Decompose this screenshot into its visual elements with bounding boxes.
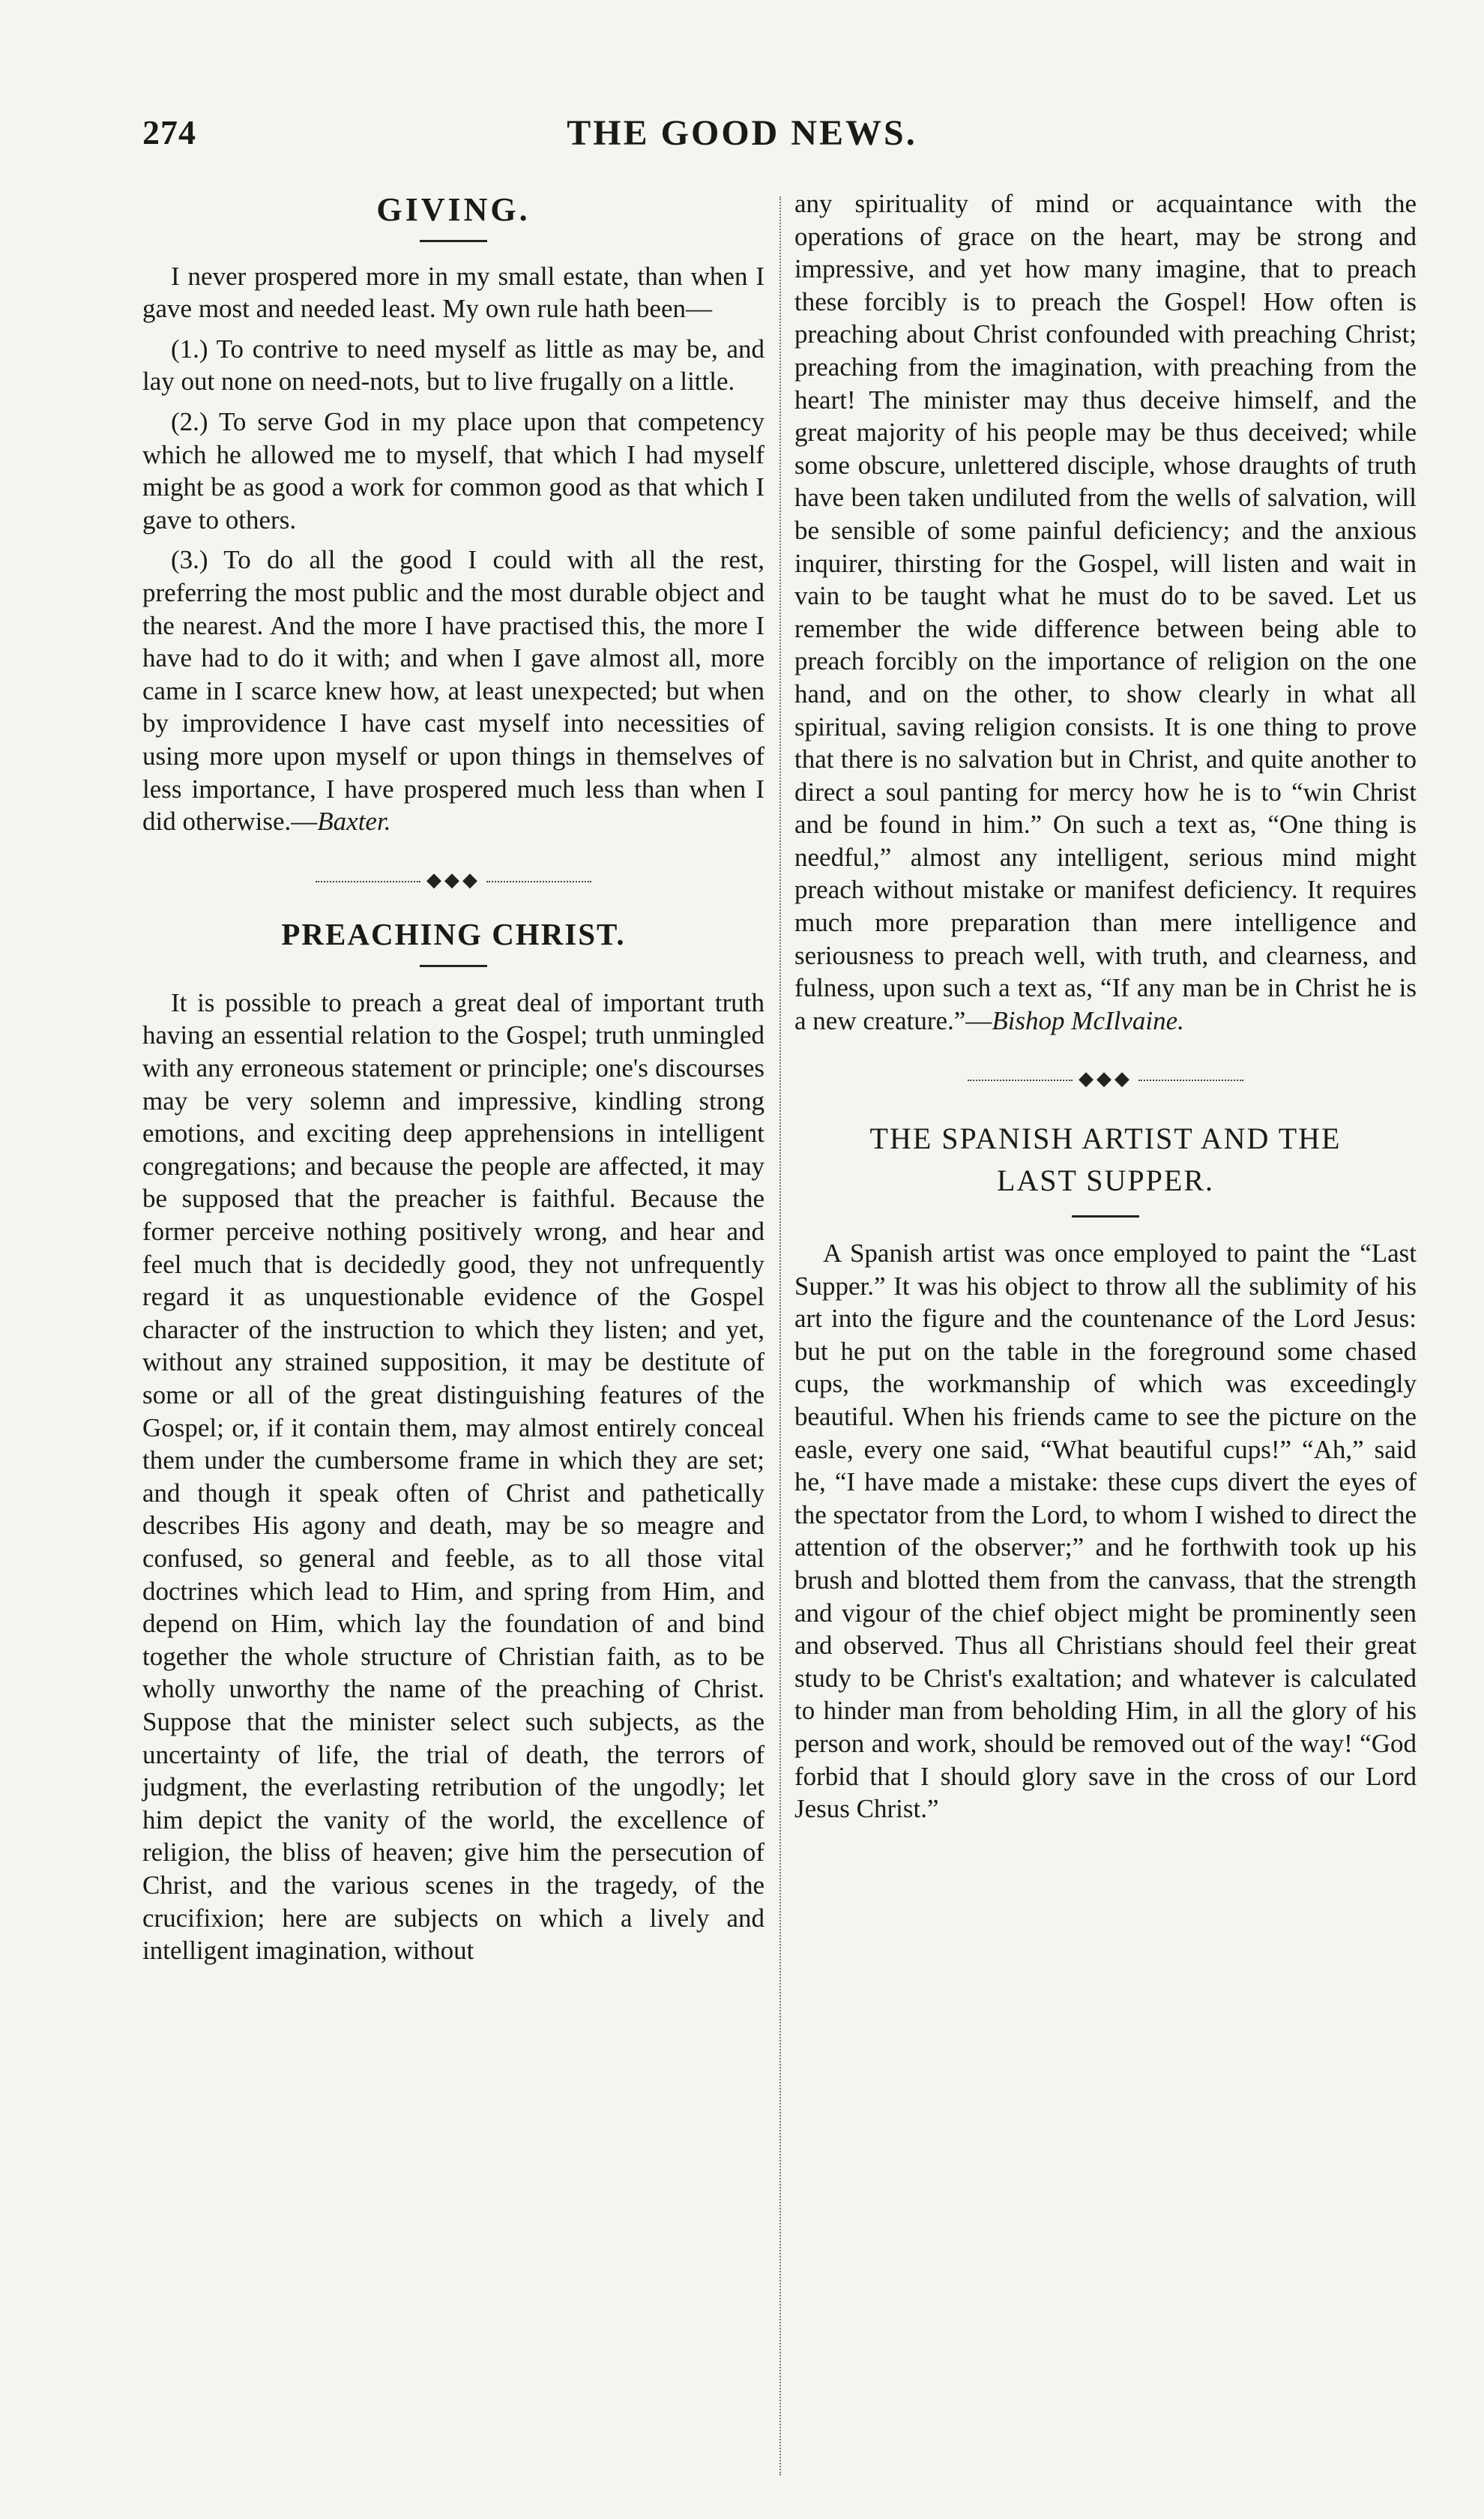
spanish-title-line-2: LAST SUPPER. <box>996 1164 1214 1198</box>
ornament-glyph-2: ◆◆◆ <box>1079 1068 1132 1090</box>
preaching-body-left: It is possible to preach a great deal of important truth having an essential relation to the Gospel; truth unmingled with any erroneous statement or principle; one's discourses may be very solemn and impressive, kindling strong emotions, and exciting deep apprehensions in intelligent congregations; and because the people are affected, it may be supposed that the preacher is faithful. Because the former perceive nothing positively wrong, and hear and feel much that is decidedly good, they not unfrequently regard it as unquestionable evidence of the Gospel character of the instruction to which they listen; and yet, without any strained supposition, it may be destitute of some or all of the great distinguishing features of the Gospel; or, if it contain them, may almost entirely conceal them under the cumbersome frame in which they are set; and though it speak often of Christ and pathetically describes His agony and death, may be so meagre and confused, so general and feeble, as to all those vital doctrines which lead to Him, and spring from Him, and depend on Him, which lay the foundation of and bind together the whole structure of Christian faith, as to be wholly unworthy the name of the preaching of Christ. Suppose that the minister select such subjects, as the uncertainty of life, the trial of death, the terrors of judgment, the everlasting retribution of the ungodly; let him depict the vanity of the world, the excellence of religion, the bliss of heaven; give him the persecution of Christ, and the various scenes in the tragedy, of the crucifixion; here are subjects on which a lively and intelligent imagination, without <box>142 987 764 1966</box>
section-ornament <box>142 864 764 897</box>
giving-title: GIVING. <box>376 191 531 228</box>
page-header <box>0 112 1484 165</box>
giving-rule-1: (1.) To contrive to need myself as little as may be, and lay out none on need-nots, but to live frugally on a little. <box>142 334 764 397</box>
preaching-body-right-text: any spirituality of mind or acquaintance with the operations of grace on the heart, may be strong and impressive, and yet how many imagine, that to preach these forcibly is to preach the Gospel! How often is preaching about Christ confounded with preaching Christ; preaching from the imagination, with preaching from the heart! The minister may thus deceive himself, and the great majority of his people may be thus deceived; while some obscure, unlettered disciple, whose draughts of truth have been taken undiluted from the wells of salvation, will be sensible of some painful deficiency; and the anxious inquirer, thirsting for the Gospel, will listen and wait in vain to be taught what he must do to be saved. Let us remember the wide difference between being able to preach forcibly on the importance of religion on the one hand, and on the other, to show clearly in what all spiritual, saving religion consists. It is one thing to prove that there is no salvation but in Christ, and quite another to direct a soul panting for mercy how he is to “win Christ and be found in him.” On such a text as, “One thing is needful,” almost any intelligent, serious mind might preach without mistake or manifest deficiency. It requires much more preparation than mere intelligence and seriousness to preach well, with truth, and clearness, and fulness, upon such a text as, “If any man be in Christ he is a new creature.”— <box>794 189 1417 1035</box>
giving-author: Baxter. <box>317 807 391 837</box>
ornament-glyph: ◆◆◆ <box>426 868 480 891</box>
giving-rule-3 <box>142 544 764 837</box>
preaching-body-right <box>794 187 1417 1037</box>
section-ornament <box>794 1062 1417 1095</box>
giving-intro: I never prospered more in my small estate, than when I gave most and needed least. My own rule hath been— <box>142 261 764 324</box>
title-rule <box>420 965 487 967</box>
column-divider <box>779 196 781 2476</box>
spanish-title <box>794 1118 1417 1202</box>
spanish-body: A Spanish artist was once employed to paint the “Last Supper.” It was his object to throw all the sublimity of his art into the figure and the countenance of the Lord Jesus: but he put on the table in the foreground some chased cups, the workmanship of which was exceedingly beautiful. When his friends came to see the picture on the easle, every one said, “What beautiful cups!” “Ah,” said he, “I have made a mistake: these cups divert the eyes of the spectator from the Lord, to whom I wished to direct the attention of the observer;” and he forthwith took up his brush and blotted them from the canvass, that the strength and vigour of the chief object might be prominently seen and observed. Thus all Christians should feel their great study to be Christ's exaltation; and whatever is calculated to hinder man from beholding Him, in all the glory of his person and work, should be removed out of the way! “God forbid that I should glory save in the cross of our Lord Jesus Christ.” <box>794 1239 1417 1824</box>
title-rule <box>420 240 487 242</box>
spanish-title-line-1: THE SPANISH ARTIST AND THE <box>869 1122 1342 1156</box>
right-column <box>794 187 1417 1833</box>
left-column <box>142 187 764 1975</box>
journal-title: THE GOOD NEWS. <box>567 113 917 153</box>
page-number: 274 <box>142 113 196 151</box>
preaching-title: PREACHING CHRIST. <box>281 917 626 952</box>
giving-rule-2: (2.) To serve God in my place upon that competency which he allowed me to myself, that which I had myself might be as good a work for common good as that which I gave to others. <box>142 406 764 535</box>
title-rule <box>1072 1215 1139 1218</box>
preaching-author: Bishop McIlvaine. <box>992 1005 1184 1035</box>
giving-rule-3-text: (3.) To do all the good I could with all the rest, preferring the most public and the most durable object and the nearest. And the more I have practised this, the more I have had to do it with; and when I gave almost all, more came in I scarce knew how, at least unexpected; but when by improvidence I have cast myself into necessities of using more upon myself or upon things in themselves of less importance, I have prospered much less than when I did otherwise.— <box>142 545 764 837</box>
